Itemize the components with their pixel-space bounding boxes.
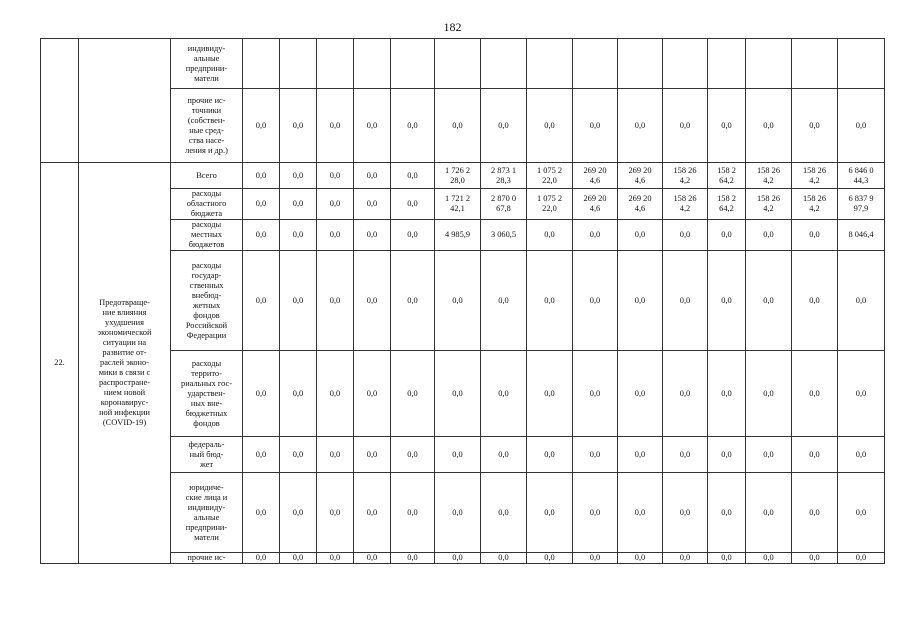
value-cell: 0,0	[391, 437, 435, 473]
value-cell: 1 075 2 22,0	[527, 189, 573, 220]
value-cell: 0,0	[527, 89, 573, 163]
value-cell: 0,0	[280, 89, 317, 163]
value-cell: 0,0	[663, 437, 708, 473]
value-cell: 0,0	[354, 473, 391, 553]
value-cell: 0,0	[317, 437, 354, 473]
value-cell: 269 20 4,6	[573, 189, 618, 220]
value-cell: 0,0	[838, 251, 885, 351]
value-cell: 0,0	[481, 437, 527, 473]
value-cell: 0,0	[243, 163, 280, 189]
value-cell: 0,0	[708, 351, 746, 437]
value-cell: 0,0	[354, 189, 391, 220]
value-cell: 0,0	[618, 220, 663, 251]
value-cell: 0,0	[792, 553, 838, 564]
value-cell: 0,0	[435, 89, 481, 163]
value-cell: 0,0	[280, 437, 317, 473]
value-cell: 0,0	[792, 351, 838, 437]
funding-source-cell: Всего	[171, 163, 243, 189]
value-cell	[481, 39, 527, 89]
value-cell: 158 26 4,2	[746, 189, 792, 220]
value-cell: 0,0	[280, 553, 317, 564]
value-cell: 1 721 2 42,1	[435, 189, 481, 220]
value-cell: 0,0	[618, 553, 663, 564]
value-cell: 3 060,5	[481, 220, 527, 251]
value-cell: 0,0	[317, 473, 354, 553]
value-cell: 0,0	[708, 437, 746, 473]
value-cell: 0,0	[792, 473, 838, 553]
value-cell: 0,0	[838, 473, 885, 553]
value-cell: 0,0	[573, 351, 618, 437]
value-cell: 0,0	[280, 251, 317, 351]
value-cell: 0,0	[838, 553, 885, 564]
value-cell: 0,0	[746, 89, 792, 163]
value-cell: 158 2 64,2	[708, 189, 746, 220]
value-cell: 4 985,9	[435, 220, 481, 251]
value-cell: 0,0	[391, 553, 435, 564]
funding-source-cell: федераль- ный бюд- жет	[171, 437, 243, 473]
value-cell: 0,0	[708, 251, 746, 351]
value-cell: 0,0	[243, 473, 280, 553]
value-cell: 2 870 0 67,8	[481, 189, 527, 220]
value-cell: 0,0	[354, 437, 391, 473]
value-cell: 0,0	[708, 220, 746, 251]
value-cell: 0,0	[435, 351, 481, 437]
funding-source-cell: расходы местных бюджетов	[171, 220, 243, 251]
value-cell: 0,0	[354, 553, 391, 564]
value-cell: 0,0	[435, 473, 481, 553]
funding-source-cell: индивиду- альные предприни- матели	[171, 39, 243, 89]
value-cell: 0,0	[663, 220, 708, 251]
value-cell: 269 20 4,6	[618, 189, 663, 220]
value-cell: 0,0	[391, 251, 435, 351]
value-cell: 0,0	[792, 220, 838, 251]
value-cell: 0,0	[746, 553, 792, 564]
value-cell: 0,0	[573, 437, 618, 473]
value-cell: 0,0	[243, 437, 280, 473]
value-cell: 0,0	[243, 351, 280, 437]
value-cell: 0,0	[354, 220, 391, 251]
value-cell: 158 26 4,2	[663, 189, 708, 220]
value-cell: 0,0	[435, 553, 481, 564]
value-cell: 0,0	[746, 473, 792, 553]
value-cell: 0,0	[527, 351, 573, 437]
value-cell	[663, 39, 708, 89]
value-cell: 6 837 9 97,9	[838, 189, 885, 220]
funding-source-cell: прочие ис-	[171, 553, 243, 564]
value-cell: 0,0	[481, 89, 527, 163]
value-cell: 0,0	[708, 553, 746, 564]
value-cell: 0,0	[280, 351, 317, 437]
value-cell: 0,0	[391, 89, 435, 163]
value-cell: 0,0	[317, 351, 354, 437]
table-row	[41, 39, 885, 89]
value-cell: 0,0	[663, 351, 708, 437]
value-cell	[391, 39, 435, 89]
funding-source-cell: юридиче- ские лица и индивиду- альные предприни- матели	[171, 473, 243, 553]
value-cell: 0,0	[280, 189, 317, 220]
value-cell: 0,0	[280, 163, 317, 189]
value-cell	[317, 39, 354, 89]
value-cell	[280, 39, 317, 89]
value-cell	[527, 39, 573, 89]
value-cell: 0,0	[618, 89, 663, 163]
page-number: 182	[443, 20, 462, 34]
value-cell: 0,0	[573, 220, 618, 251]
value-cell	[838, 39, 885, 89]
value-cell	[792, 39, 838, 89]
value-cell: 0,0	[663, 89, 708, 163]
value-cell: 0,0	[435, 251, 481, 351]
value-cell: 0,0	[243, 553, 280, 564]
value-cell: 0,0	[317, 163, 354, 189]
value-cell: 0,0	[573, 473, 618, 553]
value-cell: 158 26 4,2	[746, 163, 792, 189]
value-cell	[746, 39, 792, 89]
value-cell: 0,0	[354, 251, 391, 351]
value-cell: 0,0	[481, 473, 527, 553]
value-cell: 158 26 4,2	[792, 189, 838, 220]
funding-source-cell: расходы террито- риальных гос- ударствен- ных вне- бюджетных фондов	[171, 351, 243, 437]
value-cell: 0,0	[391, 473, 435, 553]
value-cell	[618, 39, 663, 89]
value-cell	[573, 39, 618, 89]
prev-item-number-cell	[41, 39, 79, 163]
value-cell	[435, 39, 481, 89]
funding-source-cell: расходы государ- ственных внебюд- жетных фондов Российской Федерации	[171, 251, 243, 351]
value-cell: 0,0	[317, 189, 354, 220]
value-cell: 0,0	[746, 251, 792, 351]
value-cell: 0,0	[391, 163, 435, 189]
table-row	[41, 163, 885, 189]
value-cell: 0,0	[354, 163, 391, 189]
value-cell: 0,0	[792, 437, 838, 473]
value-cell: 269 20 4,6	[573, 163, 618, 189]
value-cell: 0,0	[573, 251, 618, 351]
value-cell: 0,0	[435, 437, 481, 473]
value-cell: 0,0	[243, 189, 280, 220]
value-cell: 0,0	[746, 437, 792, 473]
value-cell	[243, 39, 280, 89]
value-cell: 0,0	[838, 89, 885, 163]
value-cell: 1 726 2 28,0	[435, 163, 481, 189]
value-cell: 0,0	[481, 553, 527, 564]
value-cell: 0,0	[527, 553, 573, 564]
value-cell: 0,0	[746, 220, 792, 251]
value-cell: 269 20 4,6	[618, 163, 663, 189]
value-cell: 0,0	[792, 251, 838, 351]
value-cell: 0,0	[573, 89, 618, 163]
value-cell: 0,0	[481, 251, 527, 351]
value-cell: 0,0	[527, 251, 573, 351]
value-cell: 0,0	[280, 473, 317, 553]
value-cell: 0,0	[573, 553, 618, 564]
value-cell: 0,0	[354, 351, 391, 437]
item-number-cell: 22.	[41, 163, 79, 564]
value-cell: 0,0	[243, 89, 280, 163]
value-cell: 0,0	[792, 89, 838, 163]
value-cell: 0,0	[663, 473, 708, 553]
value-cell: 0,0	[317, 251, 354, 351]
value-cell: 0,0	[618, 351, 663, 437]
value-cell: 0,0	[527, 220, 573, 251]
value-cell: 158 2 64,2	[708, 163, 746, 189]
value-cell: 0,0	[317, 553, 354, 564]
value-cell: 0,0	[527, 473, 573, 553]
value-cell: 158 26 4,2	[792, 163, 838, 189]
value-cell: 0,0	[481, 351, 527, 437]
value-cell: 0,0	[280, 220, 317, 251]
value-cell: 158 26 4,2	[663, 163, 708, 189]
funding-source-cell: расходы областного бюджета	[171, 189, 243, 220]
value-cell	[708, 39, 746, 89]
value-cell: 0,0	[317, 220, 354, 251]
value-cell: 0,0	[618, 437, 663, 473]
value-cell: 0,0	[527, 437, 573, 473]
value-cell: 0,0	[708, 473, 746, 553]
value-cell: 0,0	[243, 220, 280, 251]
value-cell: 0,0	[838, 437, 885, 473]
funding-source-cell: прочие ис- точники (собствен- ные сред- ства насе- ления и др.)	[171, 89, 243, 163]
value-cell: 0,0	[663, 553, 708, 564]
value-cell: 0,0	[317, 89, 354, 163]
value-cell: 0,0	[618, 251, 663, 351]
value-cell: 0,0	[354, 89, 391, 163]
table-body	[41, 39, 885, 564]
value-cell: 0,0	[243, 251, 280, 351]
budget-table	[40, 38, 885, 564]
value-cell: 2 873 1 28,3	[481, 163, 527, 189]
value-cell: 0,0	[663, 251, 708, 351]
value-cell: 0,0	[708, 89, 746, 163]
value-cell: 0,0	[391, 220, 435, 251]
value-cell: 0,0	[391, 351, 435, 437]
value-cell: 0,0	[838, 351, 885, 437]
value-cell: 0,0	[618, 473, 663, 553]
value-cell: 8 046,4	[838, 220, 885, 251]
value-cell: 6 846 0 44,3	[838, 163, 885, 189]
value-cell	[354, 39, 391, 89]
value-cell: 0,0	[391, 189, 435, 220]
item-name-cell: Предотвраще- ние влияния ухудшения экономической ситуации на развитие от- раслей эконо- мики в связи с распростране- нием новой коронавирус- ной инфекции (COVID-19)	[79, 163, 171, 564]
value-cell: 0,0	[746, 351, 792, 437]
prev-item-name-cell	[79, 39, 171, 163]
value-cell: 1 075 2 22,0	[527, 163, 573, 189]
